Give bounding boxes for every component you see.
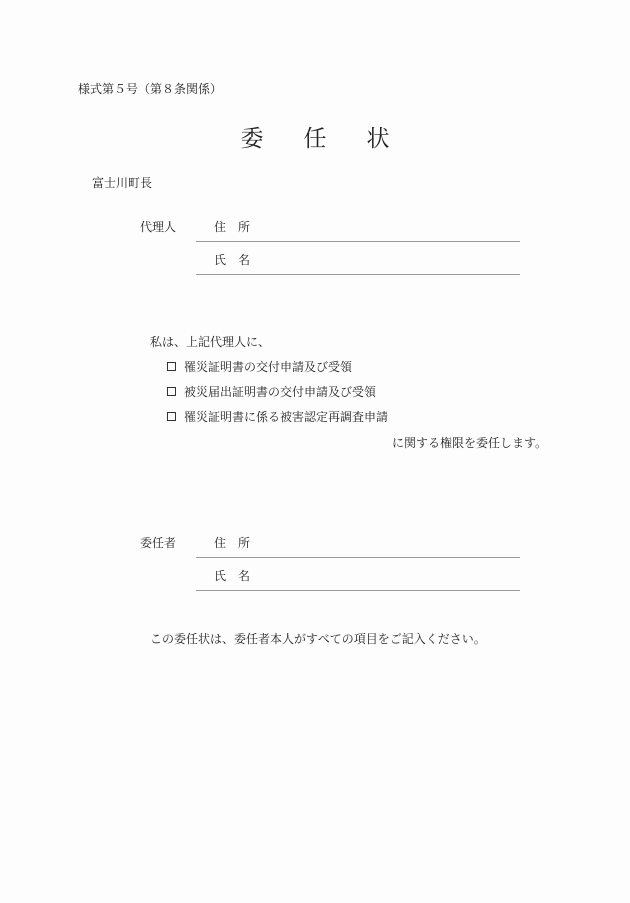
document-title: [0, 120, 630, 153]
addressee: 富士川町長: [92, 176, 153, 190]
delegator-label: 委任者: [140, 536, 177, 550]
delegator-address-label-2: 所: [238, 536, 251, 550]
delegator-name-label: [214, 567, 250, 584]
form-number: 様式第５号（第８条関係）: [78, 82, 223, 96]
proxy-address-field[interactable]: [196, 241, 520, 242]
proxy-name-label-1: 氏: [214, 253, 227, 267]
checkbox-item-3[interactable]: [167, 408, 388, 425]
checkbox-item-1-label: 罹災証明書の交付申請及び受領: [184, 360, 353, 374]
proxy-name-label-2: 名: [238, 253, 251, 267]
delegator-name-field[interactable]: [196, 590, 520, 591]
footer-note: この委任状は、委任者本人がすべての項目をご記入ください。: [150, 632, 486, 646]
checkbox-item-1[interactable]: [167, 358, 352, 375]
statement-closing: に関する権限を委任します。: [392, 436, 548, 450]
delegator-address-label: [214, 534, 250, 551]
title-char-1: 委: [240, 126, 264, 152]
checkbox-item-3-label: 罹災証明書に係る被害認定再調査申請: [184, 410, 389, 424]
proxy-name-field[interactable]: [196, 274, 520, 275]
title-char-2: 任: [303, 126, 327, 152]
statement-intro: 私は、上記代理人に、: [150, 335, 271, 349]
proxy-address-label: [214, 218, 250, 235]
checkbox-item-2-label: 被災届出証明書の交付申請及び受領: [184, 385, 377, 399]
delegator-address-field[interactable]: [196, 557, 520, 558]
delegator-name-label-1: 氏: [214, 569, 227, 583]
checkbox-icon[interactable]: [167, 362, 176, 371]
checkbox-icon[interactable]: [167, 412, 176, 421]
proxy-label: 代理人: [140, 220, 177, 234]
delegator-name-label-2: 名: [238, 569, 251, 583]
proxy-address-label-2: 所: [238, 220, 251, 234]
checkbox-item-2[interactable]: [167, 383, 376, 400]
title-char-3: 状: [366, 126, 390, 152]
proxy-address-label-1: 住: [214, 220, 227, 234]
proxy-name-label: [214, 251, 250, 268]
checkbox-icon[interactable]: [167, 387, 176, 396]
delegator-address-label-1: 住: [214, 536, 227, 550]
